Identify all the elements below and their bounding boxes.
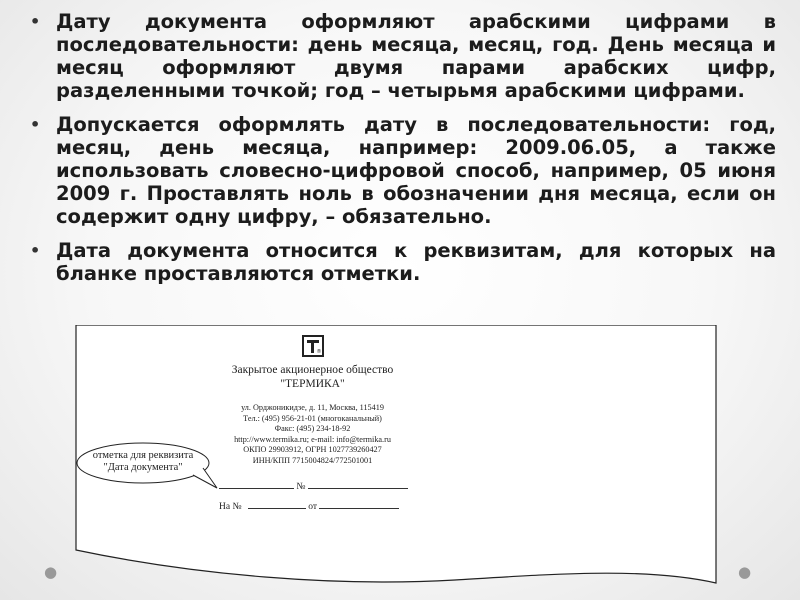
bullet-marker: •: [30, 12, 41, 31]
date-callout: [75, 440, 220, 490]
reference-number-line: [248, 499, 306, 509]
org-name: "ТЕРМИКА": [280, 378, 345, 390]
org-fax: Факс: (495) 234-18-92: [274, 424, 351, 433]
bullet-item-1: [26, 10, 776, 102]
org-inn-kpp: ИНН/КПП 7715004824/772501001: [252, 455, 373, 465]
bullet-item-3: [26, 239, 776, 285]
reference-label: На №: [219, 502, 242, 512]
letterhead-block: [225, 335, 400, 466]
bullet-text-3: Дата документа относится к реквизитам, для которых на бланке проставляются отметки.: [56, 239, 776, 285]
bullet-marker: •: [30, 115, 41, 134]
reference-row: [219, 499, 399, 512]
org-web-email: http://www.termika.ru; e-mail: info@termika.ru: [234, 434, 391, 444]
date-blank-line: [219, 479, 294, 489]
prev-slide-dot[interactable]: ●: [44, 563, 58, 581]
from-label: от: [308, 502, 318, 512]
bullet-text-2: Допускается оформлять дату в последовательности: год, месяц, день месяца, например: 2009.06.05, а также использовать словесно-цифровой способ, например, 05 июня 2009 г. Проставлять ноль в обозначении дня месяца, если он содержит одну цифру, – обязательно.: [56, 113, 776, 228]
next-slide-dot[interactable]: ●: [738, 563, 752, 581]
org-type: Закрытое акционерное общество: [231, 364, 394, 376]
bullet-list: [26, 10, 776, 296]
registered-mark: ®: [316, 349, 322, 355]
bullet-text-1: Дату документа оформляют арабскими цифрами в последовательности: день месяца, месяц, год. День месяца и месяц оформляют двумя парами арабских цифр, разделенными точкой; год – четырьмя арабскими цифрами.: [56, 10, 776, 102]
termika-logo-icon: [302, 335, 324, 357]
date-number-row: [219, 479, 408, 492]
bullet-marker: •: [30, 241, 41, 260]
letterhead-blank-image: [75, 325, 717, 600]
number-sign: №: [296, 482, 306, 492]
reference-date-line: [319, 499, 399, 509]
org-address: ул. Орджоникидзе, д. 11, Москва, 115419: [241, 403, 384, 412]
org-phone: Тел.: (495) 956-21-01 (многоканальный): [243, 413, 382, 423]
number-blank-line: [308, 479, 408, 489]
org-okpo-ogrn: ОКПО 29903912, ОГРН 1027739260427: [243, 445, 382, 454]
callout-line-2: "Дата документа": [103, 462, 183, 473]
bullet-item-2: [26, 113, 776, 228]
callout-line-1: отметка для реквизита: [92, 450, 194, 461]
